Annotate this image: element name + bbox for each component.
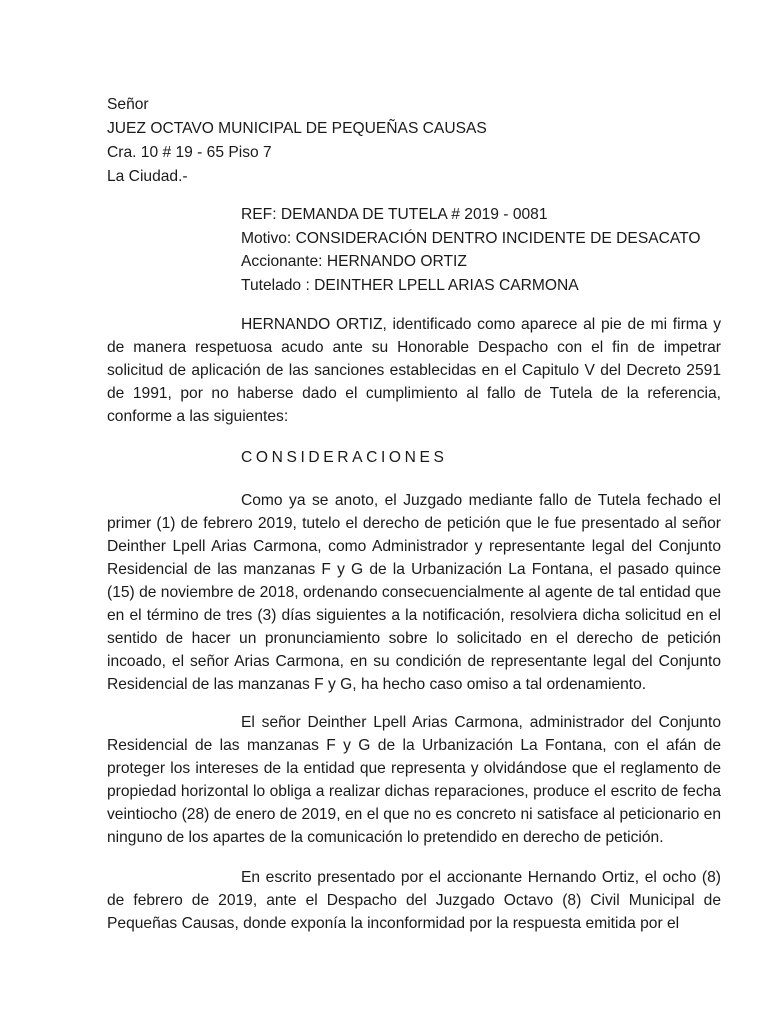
reference-number: REF: DEMANDA DE TUTELA # 2019 - 0081: [241, 206, 548, 223]
reference-plaintiff: Accionante: HERNANDO ORTIZ: [241, 253, 467, 270]
reference-motive: Motivo: CONSIDERACIÓN DENTRO INCIDENTE DE DESACATO: [241, 229, 701, 247]
court-name: JUEZ OCTAVO MUNICIPAL DE PEQUEÑAS CAUSAS: [107, 120, 487, 137]
body-paragraph-2: El señor Deinther Lpell Arias Carmona, administrador del Conjunto Residencial de las manzanas F y G de la Urbanización La Fontana, con el afán de proteger los intereses de la entidad que representa y olvidándose que el reglamento de propiedad horizontal lo obliga a realizar dichas reparaciones, produce el escrito de fecha veintiocho (28) de enero de 2019, en el que no es concreto ni satisface al peticionario en ninguno de los apartes de la comunicación lo pretendido en derecho de petición.: [107, 714, 721, 846]
section-heading: CONSIDERACIONES: [241, 449, 448, 466]
reference-defendant: Tutelado : DEINTHER LPELL ARIAS CARMONA: [241, 276, 579, 294]
body-paragraph-1: Como ya se anoto, el Juzgado mediante fallo de Tutela fechado el primer (1) de febrero 2019, tutelo el derecho de petición que le fue presentado al señor Deinther Lpell Arias Carmona, como Administrador y representante legal del Conjunto Residencial de las manzanas F y G de la Urbanización La Fontana, el pasado quince (15) de noviembre de 2018, ordenando consecuencialmente al agente de tal entidad que en el término de tres (3) días siguientes a la notificación, resolviera dicha solicitud en el sentido de hacer un pronunciamiento sobre lo solicitado en el derecho de petición incoado, el señor Arias Carmona, en su condición de representante legal del Conjunto Residencial de las manzanas F y G, ha hecho caso omiso a tal ordenamiento.: [107, 492, 721, 693]
reference-block: [241, 203, 701, 297]
court-address: Cra. 10 # 19 - 65 Piso 7: [107, 144, 272, 161]
addressee-block: [107, 93, 487, 189]
city-line: La Ciudad.-: [107, 168, 188, 185]
salutation: Señor: [107, 96, 149, 113]
intro-paragraph: HERNANDO ORTIZ, identificado como aparece al pie de mi firma y de manera respetuosa acudo ante su Honorable Despacho con el fin de impetrar solicitud de aplicación de las sanciones establecidas en el Capitulo V del Decreto 2591 de 1991, por no haberse dado el cumplimiento al fallo de Tutela de la referencia, conforme a las siguientes:: [107, 316, 721, 425]
body-paragraph-3: En escrito presentado por el accionante Hernando Ortiz, el ocho (8) de febrero de 2019, ante el Despacho del Juzgado Octavo (8) Civil Municipal de Pequeñas Causas, donde exponía la inconformidad por la respuesta emitida por el: [107, 869, 721, 932]
